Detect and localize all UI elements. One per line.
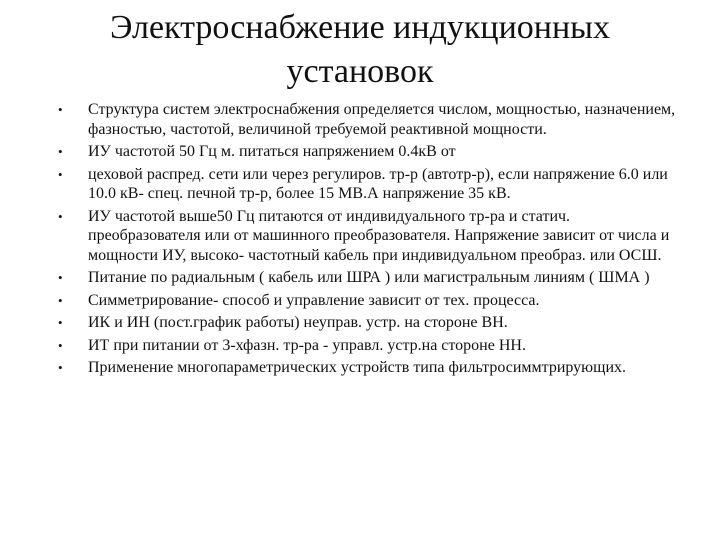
bullet-text: ИТ при питании от 3-хфазн. тр-ра - управл. устр.на стороне НН. — [88, 336, 526, 354]
bullet-list — [58, 100, 678, 381]
bullet-item — [58, 142, 678, 162]
bullet-text: ИУ частотой выше50 Гц питаются от индивидуального тр-ра и статич. преобразователя или от машинного преобразователя. Напряжение зависит от числа и мощности ИУ, высоко- частотный кабель при индивидуальном преобраз. или ОСШ. — [88, 207, 670, 264]
bullet-item — [58, 358, 678, 378]
bullet-icon: • — [58, 166, 63, 182]
bullet-icon: • — [58, 144, 63, 159]
bullet-icon: • — [58, 337, 63, 353]
bullet-text: ИУ частотой 50 Гц м. питаться напряжением 0.4кВ от — [88, 143, 456, 160]
bullet-text: Симметрирование- способ и управление зависит от тех. процесса. — [88, 291, 540, 309]
bullet-item — [58, 336, 678, 356]
bullet-icon: • — [58, 208, 63, 224]
bullet-item — [58, 207, 678, 266]
bullet-item — [58, 291, 678, 311]
bullet-text: цеховой распред. сети или через регулиров. тр-р (автотр-р), если напряжение 6.0 или 10.0 кВ- спец. печной тр-р, более 15 МВ.А напряжение 35 кВ. — [88, 165, 668, 202]
bullet-icon: • — [58, 270, 63, 285]
slide-title: Электроснабжение индукционных установок — [109, 9, 611, 90]
bullet-icon: • — [58, 315, 63, 330]
bullet-item — [58, 313, 678, 333]
bullet-icon: • — [58, 102, 63, 117]
bullet-item — [58, 165, 678, 204]
bullet-item — [58, 100, 678, 139]
bullet-text: Питание по радиальным ( кабель или ШРА ) или магистральным линиям ( ШМА ) — [88, 269, 650, 286]
bullet-item — [58, 268, 678, 288]
bullet-text: Структура систем электроснабжения определяется числом, мощностью, назначением, фазностью, частотой, величиной требуемой реактивной мощности. — [88, 101, 676, 138]
bullet-text: ИК и ИН (пост.график работы) неуправ. устр. на стороне ВН. — [88, 314, 508, 331]
bullet-icon: • — [58, 292, 63, 308]
bullet-icon: • — [58, 360, 63, 375]
bullet-text: Применение многопараметрических устройств типа фильтросиммтрирующих. — [88, 359, 627, 376]
